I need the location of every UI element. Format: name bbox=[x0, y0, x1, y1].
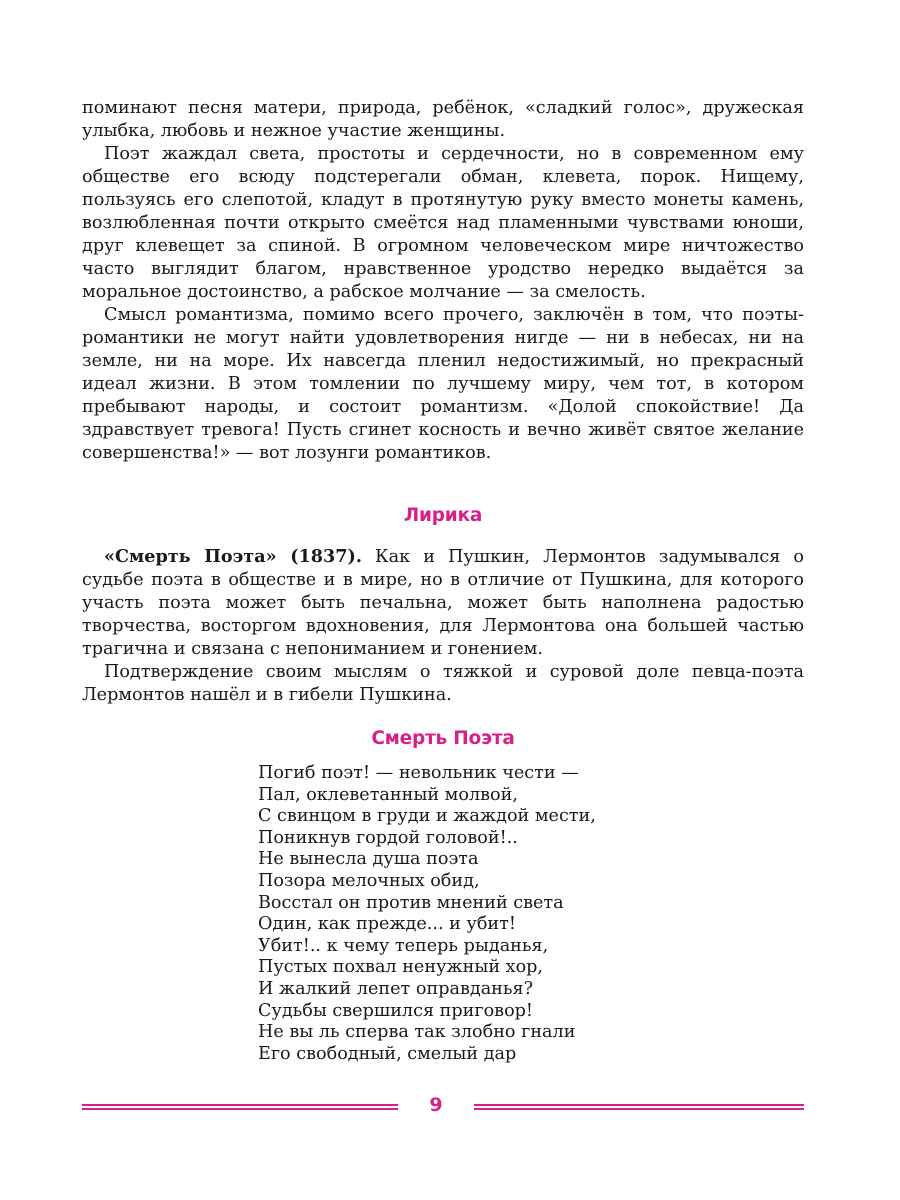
poem-line: И жалкий лепет оправданья? bbox=[258, 978, 534, 999]
poem-line: Пустых похвал ненужный хор, bbox=[258, 957, 544, 978]
poem-line: Поникнув гордой головой!.. bbox=[258, 827, 518, 848]
poem-line: Его свободный, смелый дар bbox=[258, 1043, 517, 1064]
lyrics-paragraph-2: Подтверждение своим мыслям о тяжкой и суровой доле певца-поэта Лермонтов нашёл и в гибели Пушкина. bbox=[82, 662, 804, 705]
poem-line: Погиб поэт! — невольник чести — bbox=[258, 763, 579, 783]
lyrics-paragraph-1-body: Как и Пушкин, Лермонтов задумывался о судьбе поэта в обществе и в мире, но в отличие от Пушкина, для которого участь поэта может быть печальна, может быть наполнена радостью творчества, восторгом вдохновения, для Лермонтова она большей частью трагична и связана с непониманием и гонением. bbox=[82, 547, 804, 659]
poem-line: Судьбы свершился приговор! bbox=[258, 1000, 534, 1021]
poem-line: Позора мелочных обид, bbox=[258, 870, 480, 891]
footer-rule-right bbox=[474, 1104, 804, 1110]
footer-rule-line bbox=[474, 1104, 804, 1106]
poem-line: Убит!.. к чему теперь рыданья, bbox=[258, 935, 549, 956]
poem-line: Не вы ль сперва так злобно гнали bbox=[258, 1022, 576, 1043]
poem-title: Смерть Поэта bbox=[371, 728, 515, 749]
lyrics-text bbox=[82, 545, 804, 707]
footer-rule-line bbox=[82, 1104, 398, 1106]
footer-rule-line bbox=[474, 1108, 804, 1110]
poem-line: Восстал он против мнений света bbox=[258, 892, 564, 913]
footer-rule-left bbox=[82, 1104, 398, 1110]
poem-line: Один, как прежде... и убит! bbox=[258, 914, 516, 935]
intro-paragraph-1: поминают песня матери, природа, ребёнок, «сладкий голос», дружеская улыбка, любовь и нежное участие женщины. bbox=[82, 98, 804, 141]
poem-line: Не вынесла душа поэта bbox=[258, 849, 479, 870]
intro-text bbox=[82, 97, 804, 465]
page-number: 9 bbox=[429, 1094, 443, 1116]
section-heading-lyrics: Лирика bbox=[403, 505, 483, 526]
footer-rule-line bbox=[82, 1108, 398, 1110]
lyrics-paragraph-1 bbox=[82, 545, 804, 661]
work-title-lead: «Смерть Поэта» (1837). bbox=[104, 546, 362, 567]
intro-paragraph-2: Поэт жаждал света, простоты и сердечности, но в современном ему обществе его всюду подстерегали обман, клевета, порок. Нищему, пользуясь его слепотой, кладут в протянутую руку вместо монеты камень, возлюбленная почти открыто смеётся над пламенными чувствами юноши, друг клевещет за спиной. В огромном человеческом мире ничтожество часто выглядит благом, нравственное уродство нередко выдаётся за моральное достоинство, а рабское молчание — за смелость. bbox=[82, 144, 804, 302]
poem-line: С свинцом в груди и жаждой мести, bbox=[258, 806, 596, 827]
intro-paragraph-3: Смысл романтизма, помимо всего прочего, заключён в том, что поэты-романтики не могут найти удовлетворения нигде — ни в небесах, ни на земле, ни на море. Их навсегда пленил недостижимый, но прекрасный идеал жизни. В этом томлении по лучшему миру, чем тот, в котором пребывают народы, и состоит романтизм. «Долой спокойствие! Да здравствует тревога! Пусть сгинет косность и вечно живёт святое желание совершенства!» — вот лозунги романтиков. bbox=[82, 305, 804, 463]
poem-line: Пал, оклеветанный молвой, bbox=[258, 784, 518, 805]
poem-lines bbox=[258, 763, 596, 1065]
